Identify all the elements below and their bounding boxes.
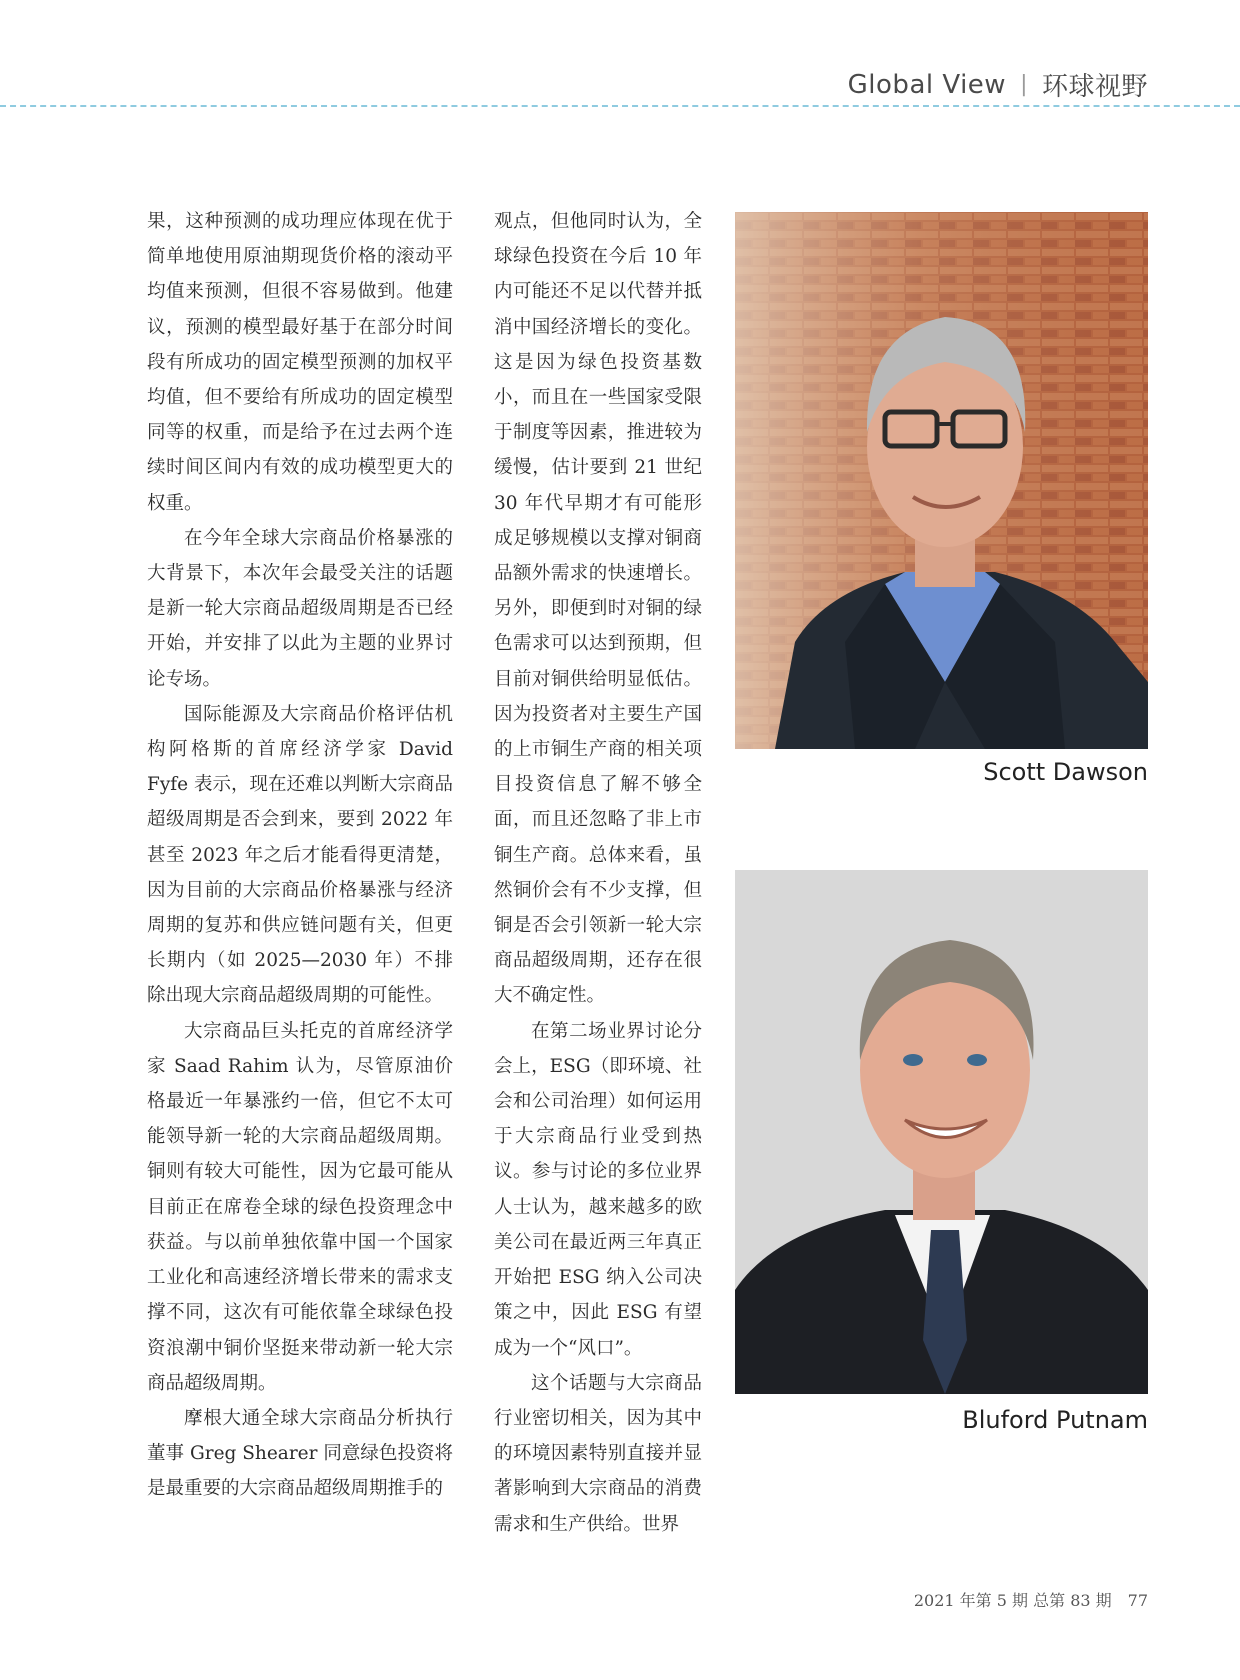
page-footer <box>914 1588 1148 1611</box>
issue-info: 2021 年第 5 期 总第 83 期 <box>913 1591 1112 1610</box>
photo-caption: Scott Dawson <box>983 758 1148 786</box>
paragraph: 果，这种预测的成功理应体现在优于简单地使用原油期现货价格的滚动平均值来预测，但很不容易做到。他建议，预测的模型最好基于在部分时间段有所成功的固定模型预测的加权平均值，但不要给有所成功的固定模型同等的权重，而是给予在过去两个连续时间区间内有效的成功模型更大的权重。 <box>147 211 453 514</box>
paragraph: 这个话题与大宗商品行业密切相关，因为其中的环境因素特别直接并显著影响到大宗商品的消费需求和生产供给。世界 <box>494 1372 702 1535</box>
portrait-photo-bluford-putnam <box>735 870 1148 1394</box>
page-number: 77 <box>1127 1591 1148 1610</box>
article-column-2 <box>494 204 702 1542</box>
paragraph: 在今年全球大宗商品价格暴涨的大背景下，本次年会最受关注的话题是新一轮大宗商品超级周期是否已经开始，并安排了以此为主题的业界讨论专场。 <box>147 527 453 690</box>
portrait-illustration <box>735 870 1148 1394</box>
paragraph: 观点，但他同时认为，全球绿色投资在今后 10 年内可能还不足以代替并抵消中国经济增长的变化。这是因为绿色投资基数小，而且在一些国家受限于制度等因素，推进较为缓慢，估计要到 21 世纪 30 年代早期才有可能形成足够规模以支撑对铜商品额外需求的快速增长。另外，即便到时对铜的绿色需求可以达到预期，但目前对铜供给明显低估。因为投资者对主要生产国的上市铜生产商的相关项目投资信息了解不够全面，而且还忽略了非上市铜生产商。总体来看，虽然铜价会有不少支撑，但铜是否会引领新一轮大宗商品超级周期，还存在很大不确定性。 <box>494 211 702 1007</box>
paragraph: 摩根大通全球大宗商品分析执行董事 Greg Shearer 同意绿色投资将是最重要的大宗商品超级周期推手的 <box>147 1407 453 1500</box>
portrait-photo-scott-dawson <box>735 212 1148 749</box>
section-title-cn: 环球视野 <box>1041 72 1148 102</box>
portrait-illustration <box>735 212 1148 749</box>
photo-caption: Bluford Putnam <box>962 1406 1148 1434</box>
header-dashed-divider <box>0 105 1240 107</box>
header-separator: | <box>1020 72 1028 97</box>
paragraph: 在第二场业界讨论分会上，ESG（即环境、社会和公司治理）如何运用于大宗商品行业受到热议。参与讨论的多位业界人士认为，越来越多的欧美公司在最近两三年真正开始把 ESG 纳入公司决策之中，因此 ESG 有望成为一个“风口”。 <box>494 1020 702 1359</box>
paragraph: 国际能源及大宗商品价格评估机构阿格斯的首席经济学家 David Fyfe 表示，现在还难以判断大宗商品超级周期是否会到来，要到 2022 年甚至 2023 年之后才能看得更清楚，因为目前的大宗商品价格暴涨与经济周期的复苏和供应链问题有关，但更长期内（如 2025—2030 年）不排除出现大宗商品超级周期的可能性。 <box>147 703 453 1007</box>
paragraph: 大宗商品巨头托克的首席经济学家 Saad Rahim 认为，尽管原油价格最近一年暴涨约一倍，但它不太可能领导新一轮的大宗商品超级周期。铜则有较大可能性，因为它最可能从目前正在席卷全球的绿色投资理念中获益。与以前单独依靠中国一个国家工业化和高速经济增长带来的需求支撑不同，这次有可能依靠全球绿色投资浪潮中铜价坚挺来带动新一轮大宗商品超级周期。 <box>147 1020 453 1394</box>
section-title-en: Global View <box>847 69 1007 100</box>
article-column-1 <box>147 204 453 1507</box>
section-header <box>848 66 1148 103</box>
